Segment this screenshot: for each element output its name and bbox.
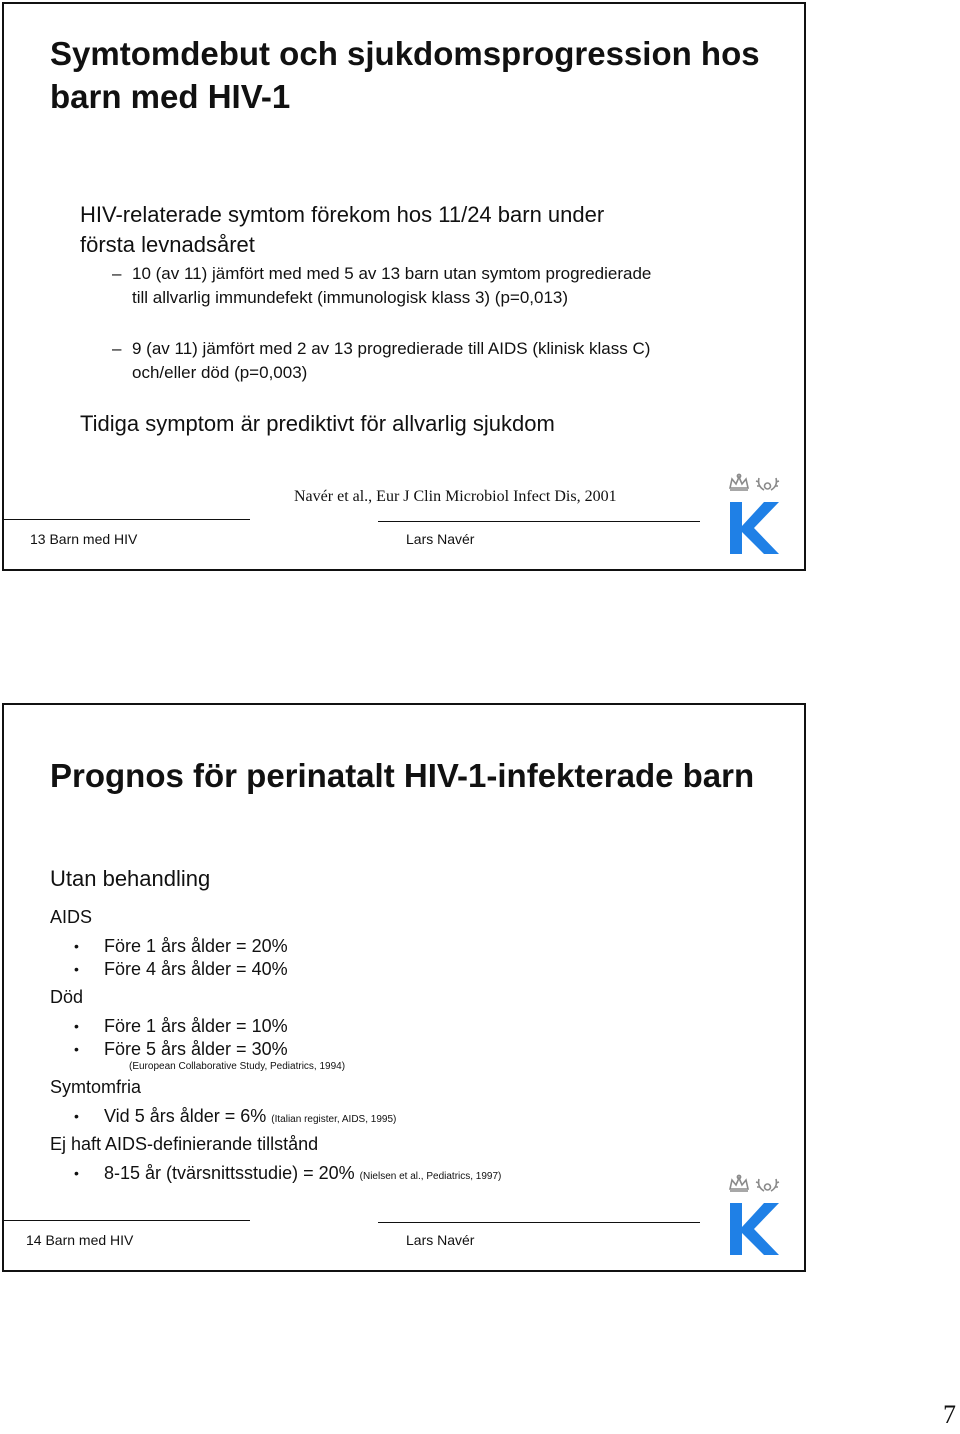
ki-logo bbox=[726, 1173, 780, 1257]
bullet-icon: • bbox=[74, 1165, 79, 1181]
footer-author: Lars Navér bbox=[406, 1232, 475, 1248]
footer-left: 14 Barn med HIV bbox=[26, 1232, 134, 1248]
footer-line-left bbox=[4, 519, 250, 520]
citation: Navér et al., Eur J Clin Microbiol Infect Dis, 2001 bbox=[294, 488, 617, 505]
dash-bullet: – bbox=[112, 264, 122, 283]
aids-heading: AIDS bbox=[50, 907, 93, 927]
bullet-icon: • bbox=[74, 1018, 79, 1034]
symtomfria-heading: Symtomfria bbox=[50, 1077, 142, 1097]
footer-line-left bbox=[4, 1220, 250, 1221]
k-letter-icon bbox=[730, 502, 779, 554]
aids-item-2 bbox=[74, 957, 288, 981]
footer-left: 13 Barn med HIV bbox=[30, 531, 138, 547]
intro-line-1: HIV-relaterade symtom förekom hos 11/24 barn under bbox=[80, 202, 605, 227]
dod-item-1 bbox=[74, 1014, 288, 1038]
sub-point-2 bbox=[112, 337, 651, 361]
symtomfria-item-text: Vid 5 års ålder = 6% bbox=[104, 1106, 267, 1126]
bullet-icon: • bbox=[74, 938, 79, 954]
sub-point-1-line-2: till allvarlig immundefekt (immunologisk klass 3) (p=0,013) bbox=[132, 288, 569, 307]
ej-haft-reference: (Nielsen et al., Pediatrics, 1997) bbox=[359, 1171, 502, 1182]
dod-item-2-text: Före 5 års ålder = 30% bbox=[104, 1039, 288, 1059]
slide-13 bbox=[2, 2, 806, 571]
sub-point-2-line-1: 9 (av 11) jämfört med 2 av 13 progredierade till AIDS (klinisk klass C) bbox=[132, 339, 651, 358]
aids-item-2-text: Före 4 års ålder = 40% bbox=[104, 959, 288, 979]
aids-item-1-text: Före 1 års ålder = 20% bbox=[104, 936, 288, 956]
sub-point-1-line-1: 10 (av 11) jämfört med med 5 av 13 barn utan symtom progredierade bbox=[132, 264, 652, 283]
bullet-icon: • bbox=[74, 1108, 79, 1124]
dod-item-1-text: Före 1 års ålder = 10% bbox=[104, 1016, 288, 1036]
utan-behandling: Utan behandling bbox=[50, 866, 211, 891]
footer-author: Lars Navér bbox=[406, 531, 475, 547]
bullet-icon: • bbox=[74, 1041, 79, 1057]
slide-14 bbox=[2, 703, 806, 1272]
symtomfria-item bbox=[74, 1104, 397, 1132]
slide-title: Prognos för perinatalt HIV-1-infekterade barn bbox=[50, 757, 755, 794]
slide-title: Symtomdebut och sjukdomsprogression hos barn med HIV-1 bbox=[50, 35, 760, 115]
dash-bullet: – bbox=[112, 339, 122, 358]
aids-item-1 bbox=[74, 934, 288, 958]
crown-icon bbox=[730, 1175, 748, 1191]
sub-point-2-line-2: och/eller död (p=0,003) bbox=[132, 363, 308, 382]
k-letter-icon bbox=[730, 1203, 779, 1255]
bullet-icon: • bbox=[74, 961, 79, 977]
page-number: 7 bbox=[943, 1400, 956, 1429]
ej-haft-heading: Ej haft AIDS-definierande tillstånd bbox=[50, 1134, 319, 1154]
intro-line-2: första levnadsåret bbox=[80, 232, 255, 257]
crown-icon bbox=[730, 474, 748, 490]
footer-line-right bbox=[378, 1222, 700, 1223]
footer-line-right bbox=[378, 521, 700, 522]
symtomfria-reference: (Italian register, AIDS, 1995) bbox=[271, 1114, 397, 1125]
ej-haft-item bbox=[74, 1161, 502, 1189]
ej-haft-item-text: 8-15 år (tvärsnittsstudie) = 20% bbox=[104, 1163, 355, 1183]
conclusion: Tidiga symptom är prediktivt för allvarlig sjukdom bbox=[80, 411, 555, 436]
laurel-icon bbox=[756, 1179, 779, 1191]
dod-item-2 bbox=[74, 1037, 288, 1061]
dod-reference: (European Collaborative Study, Pediatrics, 1994) bbox=[129, 1061, 346, 1072]
laurel-icon bbox=[756, 478, 779, 490]
dod-heading: Död bbox=[50, 987, 84, 1007]
ki-logo bbox=[726, 472, 780, 556]
sub-point-1 bbox=[112, 262, 652, 286]
